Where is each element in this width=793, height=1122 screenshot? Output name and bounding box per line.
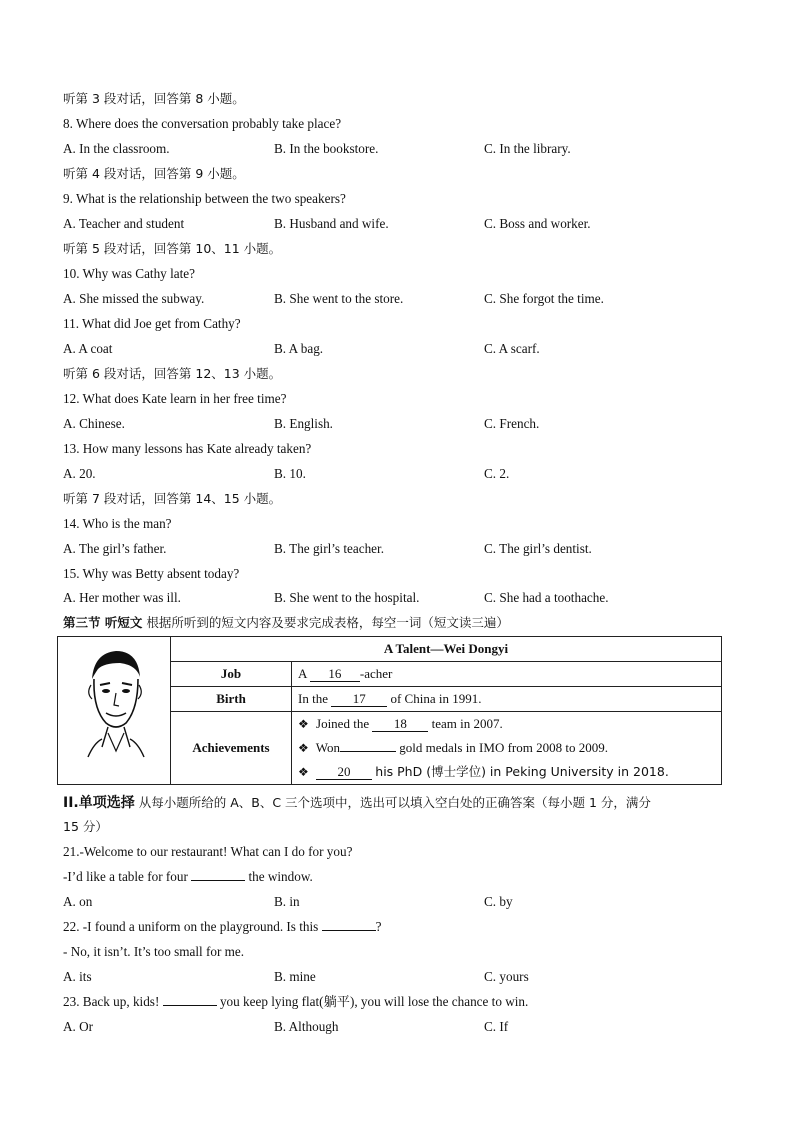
blank-17: 17 — [331, 692, 387, 707]
diamond-bullet-icon: ❖ — [298, 765, 309, 779]
blank-16: 16 — [310, 667, 360, 682]
option-c: C. 2. — [484, 466, 510, 481]
option-c: C. French. — [484, 416, 540, 431]
option-b: B. in — [274, 894, 300, 909]
section-header: 听第 6 段对话，回答第 12、13 小题。 — [63, 366, 282, 381]
option-c: C. She had a toothache. — [484, 590, 609, 605]
option-a: A. A coat — [63, 341, 113, 356]
question: 11. What did Joe get from Cathy? — [63, 316, 241, 331]
part2-title: II.单项选择 — [63, 795, 135, 811]
achievement-1: ❖ Joined the 18 team in 2007. — [298, 716, 503, 731]
table-title: A Talent—Wei Dongyi — [171, 637, 722, 662]
blank-18: 18 — [372, 717, 428, 732]
birth-pre: In the — [298, 691, 328, 706]
birth-value — [292, 687, 722, 712]
option-b: B. mine — [274, 969, 316, 984]
blank-20: 20 — [316, 765, 372, 780]
question: 13. How many lessons has Kate already taken? — [63, 441, 312, 456]
birth-label: Birth — [171, 687, 292, 712]
option-b: B. Husband and wife. — [274, 216, 389, 231]
job-pre: A — [298, 666, 307, 681]
option-c: C. A scarf. — [484, 341, 540, 356]
option-a: A. Chinese. — [63, 416, 125, 431]
section-header: 听第 7 段对话，回答第 14、15 小题。 — [63, 491, 282, 506]
question: 12. What does Kate learn in her free time? — [63, 391, 287, 406]
portrait-cell — [58, 637, 171, 785]
option-a: A. Teacher and student — [63, 216, 185, 231]
question: 14. Who is the man? — [63, 516, 172, 531]
job-post: -acher — [359, 666, 393, 681]
section-header: 听第 5 段对话，回答第 10、11 小题。 — [63, 241, 282, 256]
answer-blank — [163, 1005, 217, 1006]
achievements-label: Achievements — [171, 712, 292, 785]
option-c: C. yours — [484, 969, 529, 984]
option-b: B. English. — [274, 416, 333, 431]
part2-instruction: 从每小题所给的 A、B、C 三个选项中，选出可以填入空白处的正确答案（每小题 1 分，满分 — [138, 795, 651, 810]
option-c: C. She forgot the time. — [484, 291, 604, 306]
option-a: A. Or — [63, 1019, 94, 1034]
question: 8. Where does the conversation probably take place? — [63, 116, 342, 131]
question: 10. Why was Cathy late? — [63, 266, 195, 281]
option-c: C. In the library. — [484, 141, 571, 156]
option-a: A. The girl’s father. — [63, 541, 167, 556]
achievements-value — [292, 712, 722, 785]
option-a: A. 20. — [63, 466, 96, 481]
question-line: -I’d like a table for four the window. — [63, 869, 313, 884]
option-a: A. on — [63, 894, 93, 909]
option-b: B. Although — [274, 1019, 339, 1034]
option-c: C. If — [484, 1019, 509, 1034]
answer-blank — [191, 880, 245, 881]
diamond-bullet-icon: ❖ — [298, 717, 309, 731]
achievement-3: ❖ 20 his PhD (博士学位) in Peking University in 2018. — [298, 764, 669, 779]
section-header: 听第 4 段对话，回答第 9 小题。 — [63, 166, 245, 181]
blank-19 — [340, 751, 396, 752]
section3-heading — [63, 614, 509, 632]
answer-blank — [322, 930, 376, 931]
option-b: B. She went to the store. — [274, 291, 404, 306]
option-a: A. In the classroom. — [63, 141, 170, 156]
option-b: B. 10. — [274, 466, 306, 481]
option-c: C. Boss and worker. — [484, 216, 591, 231]
diamond-bullet-icon: ❖ — [298, 741, 309, 755]
job-label: Job — [171, 662, 292, 687]
option-a: A. She missed the subway. — [63, 291, 205, 306]
option-b: B. She went to the hospital. — [274, 590, 420, 605]
portrait-sketch — [64, 639, 164, 779]
talent-table — [57, 636, 722, 785]
option-b: B. In the bookstore. — [274, 141, 379, 156]
option-c: C. by — [484, 894, 513, 909]
question: 21.-Welcome to our restaurant! What can I do for you? — [63, 844, 353, 859]
part2-heading — [63, 794, 651, 812]
section3-title: 第三节 听短文 — [63, 615, 143, 630]
option-a: A. Her mother was ill. — [63, 590, 181, 605]
option-b: B. A bag. — [274, 341, 324, 356]
question: - No, it isn’t. It’s too small for me. — [63, 944, 245, 959]
job-value — [292, 662, 722, 687]
question-line: 23. Back up, kids! you keep lying flat(躺平), you will lose the chance to win. — [63, 994, 529, 1009]
section-header: 听第 3 段对话，回答第 8 小题。 — [63, 91, 245, 106]
section3-instruction: 根据所听到的短文内容及要求完成表格，每空一词（短文读三遍） — [146, 615, 509, 630]
question-line: 22. -I found a uniform on the playground. Is this ? — [63, 919, 382, 934]
achievement-2: ❖ Won gold medals in IMO from 2008 to 2009. — [298, 740, 608, 755]
part2-instruction-cont: 15 分） — [63, 819, 108, 834]
option-b: B. The girl’s teacher. — [274, 541, 384, 556]
question: 15. Why was Betty absent today? — [63, 566, 240, 581]
birth-post: of China in 1991. — [390, 691, 482, 706]
option-a: A. its — [63, 969, 92, 984]
question: 9. What is the relationship between the two speakers? — [63, 191, 346, 206]
option-c: C. The girl’s dentist. — [484, 541, 592, 556]
